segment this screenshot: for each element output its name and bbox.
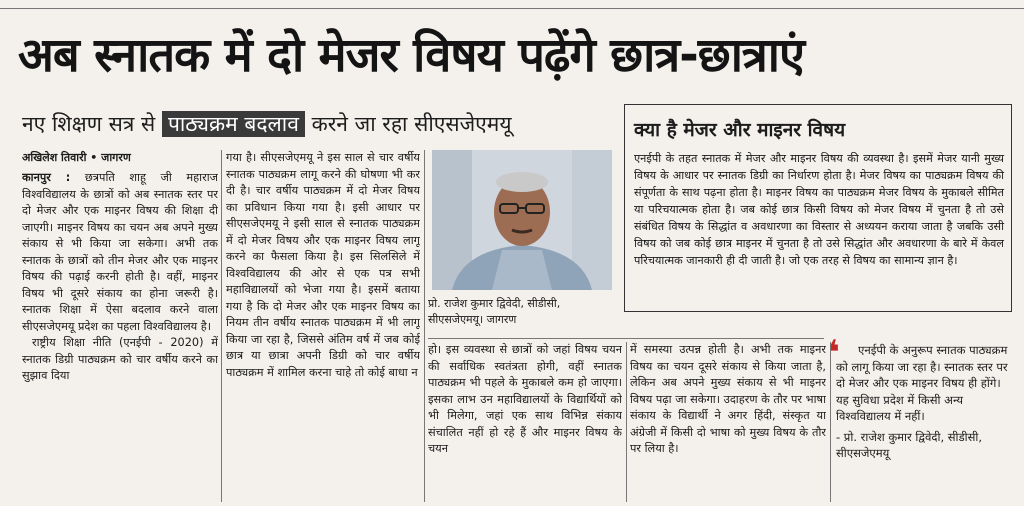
dateline: कानपुर : — [22, 171, 71, 184]
article-column-1 — [22, 170, 218, 500]
article-col2-text: गया है। सीएसजेएमयू ने इस साल से चार वर्षीय स्नातक पाठ्यक्रम लागू करने की घोषणा भी कर दी है। चार वर्षीय पाठ्यक्रम में दो मेजर विषय का प्रविधान किया गया है। इसी आधार पर सीएसजेएमयू ने इसी साल से स्नातक पाठ्यक्रम में दो मेजर विषय और एक माइनर विषय लागू करने का फैसला किया है। इस सिलसिले में विश्वविद्यालय की ओर से एक पत्र सभी महाविद्यालयों को भेजा गया है। इसमें बताया गया है कि दो मेजर और एक माइनर विषय का नियम तीन वर्षीय स्नातक पाठ्यक्रम में भी लागू किया जा रहा है, जिससे अंतिम वर्ष में जब कोई छात्र या छात्रा अपनी डिग्री को चार वर्षीय पाठ्यक्रम में शामिल करना चाहे तो कोई बाधा न — [226, 151, 420, 379]
subheadline-before: नए शिक्षण सत्र से — [22, 112, 156, 136]
column-divider — [221, 150, 222, 502]
subheadline-after: करने जा रहा सीएसजेएमयू — [311, 112, 512, 136]
article-column-2 — [226, 150, 420, 502]
column-divider — [424, 150, 425, 502]
article-col4-text: में समस्या उत्पन्न होती है। अभी तक माइनर विषय का चयन दूसरे संकाय से किया जाता है, लेकिन अब अपने मुख्य संकाय से भी माइनर विषय पढ़ा जा सकेगा। उदाहरण के तौर पर भाषा संकाय के विद्यार्थी ने अगर हिंदी, संस्कृत या अंग्रेजी में किसी दो भाषा को मुख्य विषय के तौर पर लिया है। — [630, 343, 826, 455]
quote-mark-icon: ❛ — [828, 333, 840, 373]
caption-rule — [428, 338, 824, 339]
subheadline-highlight: पाठ्यक्रम बदलाव — [162, 111, 305, 137]
quote-text: एनईपी के अनुरूप स्नातक पाठ्यक्रम को लागू किया जा रहा है। स्नातक स्तर पर दो मेजर और एक माइनर विषय ही होंगे। यह सुविधा प्रदेश में किसी अन्य विश्वविद्यालय में नहीं। — [836, 343, 1008, 423]
quote-attribution: - प्रो. राजेश कुमार द्विवेदी, सीडीसी, सीएसजेएमयू — [836, 429, 983, 460]
article-col3-text: हो। इस व्यवस्था से छात्रों को जहां विषय चयन की सर्वाधिक स्वतंत्रता होगी, वहीं स्नातक पाठ्यक्रम भी पहले के मुकाबले कम हो जाएगा। इसका लाभ उन महाविद्यालयों के विद्यार्थियों को भी मिलेगा, जहां एक साथ विभिन्न संकाय संचालित नहीं हो रहे हैं और माइनर विषय के चयन — [428, 343, 622, 455]
byline-bullet: • — [90, 151, 98, 164]
article-col1-text: छत्रपति शाहू जी महाराज विश्वविद्यालय के छात्रों को अब स्नातक स्तर पर दो मेजर और एक माइनर विषय की शिक्षा दी जाएगी। माइनर विषय का चयन अब अपने मुख्य संकाय से भी किया जा सकेगा। अभी तक स्नातक के छात्रों को तीन मेजर और एक माइनर विषय की पढ़ाई करनी होती है। वहीं, माइनर विषय भी दूसरे संकाय का होना जरूरी है। स्नातक शिक्षा में ऐसा बदलाव करने वाला सीएसजेएमयू प्रदेश का पहला विश्वविद्यालय है। — [22, 171, 218, 333]
portrait-photo — [432, 150, 612, 290]
portrait-illustration — [432, 150, 612, 290]
explainer-title: क्या है मेजर और माइनर विषय — [634, 119, 846, 141]
byline — [22, 150, 131, 165]
photo-caption: प्रो. राजेश कुमार द्विवेदी, सीडीसी, सीएसजेएमयू। जागरण — [428, 297, 561, 326]
subheadline — [22, 104, 512, 144]
article-col1b-text: राष्ट्रीय शिक्षा नीति (एनईपी - 2020) में स्नातक डिग्री पाठ्यक्रम को चार वर्षीय करने का सुझाव दिया — [22, 336, 218, 382]
article-column-4 — [630, 342, 826, 502]
pull-quote — [836, 342, 1016, 462]
top-rule — [0, 8, 1024, 9]
byline-author: अखिलेश तिवारी — [22, 151, 87, 164]
article-column-3 — [428, 342, 622, 502]
column-divider — [626, 342, 627, 502]
explainer-body: एनईपी के तहत स्नातक में मेजर और माइनर विषय की व्यवस्था है। इसमें मेजर यानी मुख्य विषय के आधार पर स्नातक डिग्री का निर्धारण होता है। मेजर विषय का पाठ्यक्रम विषय की संपूर्णता के साथ पढ़ना होता है। माइनर विषय का पाठ्यक्रम मेजर विषय के मुकाबले सीमित या परिचयात्मक होता है। जब कोई छात्र किसी विषय को मेजर विषय में चुनता है तो उसे संबंधित विषय के सिद्धांत व अवधारणा का विस्तार से अध्ययन कराया जाता है जबकि उसी विषय को जब कोई छात्र माइनर में चुनता है तो उसे सिद्धांत और अवधारणा के बारे में केवल परिचयात्मक जानकारी ही दी जाती है। जो एक तरह से विषय का सामान्य ज्ञान है। — [634, 152, 1004, 267]
headline: अब स्नातक में दो मेजर विषय पढ़ेंगे छात्र-छात्राएं — [18, 28, 804, 83]
byline-outlet: जागरण — [101, 151, 131, 164]
